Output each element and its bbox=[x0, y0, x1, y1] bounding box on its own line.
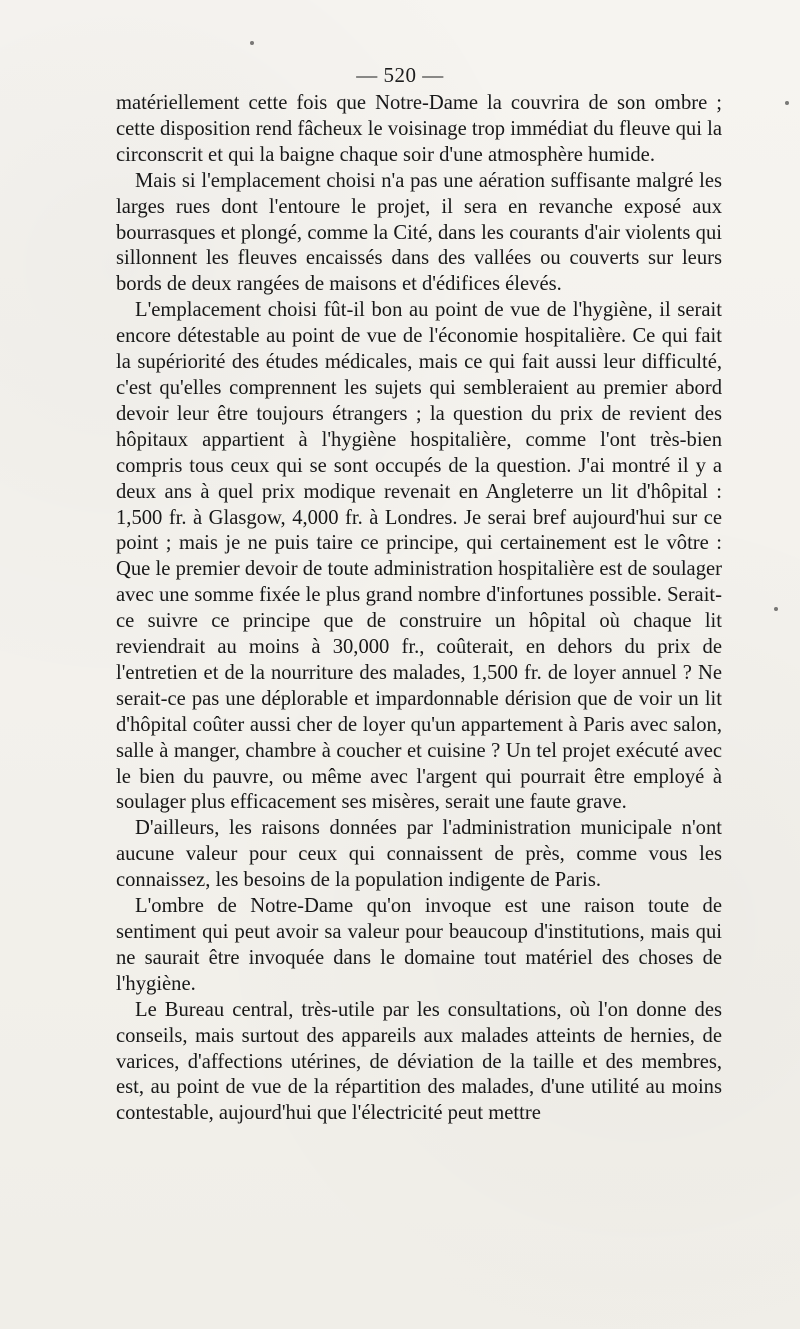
body-text bbox=[116, 91, 722, 1127]
paragraph: L'emplacement choisi fût-il bon au point de vue de l'hygiène, il serait encore détestable au point de vue de l'économie hospitalière. Ce qui fait la supériorité des études médicales, mais ce qui fait aussi leur difficulté, c'est qu'elles comprennent les sujets qui sembleraient au premier abord devoir leur être toujours étrangers ; la question du prix de revient des hôpitaux appartient à l'hygiène hospitalière, comme l'ont très-bien compris tous ceux qui se sont occupés de la question. J'ai montré il y a deux ans à quel prix modique revenait en Angleterre un lit d'hôpital : 1,500 fr. à Glasgow, 4,000 fr. à Londres. Je serai bref aujourd'hui sur ce point ; mais je ne puis taire ce principe, qui certainement est le vôtre : Que le premier devoir de toute administration hospitalière est de soulager avec une somme fixée le plus grand nombre d'infortunes possible. Serait-ce suivre ce principe que de construire un hôpital où chaque lit reviendrait au moins à 30,000 fr., coûterait, en dehors du prix de l'entretien et de la nourriture des malades, 1,500 fr. de loyer annuel ? Ne serait-ce pas une déplorable et impardonnable dérision que de voir un lit d'hôpital coûter aussi cher de loyer qu'un appartement à Paris avec salon, salle à manger, chambre à coucher et cuisine ? Un tel projet exécuté avec le bien du pauvre, ou même avec l'argent qui pourrait être employé à soulager plus efficacement ses misères, serait une faute grave. bbox=[116, 299, 722, 814]
ink-speck bbox=[250, 41, 254, 45]
paragraph: L'ombre de Notre-Dame qu'on invoque est une raison toute de sentiment qui peut avoir sa valeur pour beaucoup d'institutions, mais qui ne saurait être invoquée dans le domaine tout matériel des choses de l'hygiène. bbox=[116, 895, 722, 995]
ink-speck bbox=[785, 101, 789, 105]
paragraph: matériellement cette fois que Notre-Dame la couvrira de son ombre ; cette disposition rend fâcheux le voisinage trop immédiat du fleuve qui la circonscrit et qui la baigne chaque soir d'une atmosphère humide. bbox=[116, 92, 722, 166]
paragraph: Le Bureau central, très-utile par les consultations, où l'on donne des conseils, mais surtout des appareils aux malades atteints de hernies, de varices, d'affections utérines, de déviation de la taille et des membres, est, au point de vue de la répartition des malades, d'une utilité au moins contestable, aujourd'hui que l'électricité peut mettre bbox=[116, 998, 722, 1125]
ink-speck bbox=[774, 607, 778, 611]
page-number: — 520 — bbox=[356, 63, 444, 87]
paragraph: D'ailleurs, les raisons données par l'administration municipale n'ont aucune valeur pour ceux qui connaissent de près, comme vous les connaissez, les besoins de la population indigente de Paris. bbox=[116, 817, 722, 892]
paragraph: Mais si l'emplacement choisi n'a pas une aération suffisante malgré les larges rues dont l'entoure le projet, il sera en revanche exposé aux bourrasques et plongé, comme la Cité, dans les courants d'air violents qui sillonnent les fleuves encaissés dans des vallées ou couverts sur leurs bords de deux rangées de maisons et d'édifices élevés. bbox=[116, 169, 722, 296]
